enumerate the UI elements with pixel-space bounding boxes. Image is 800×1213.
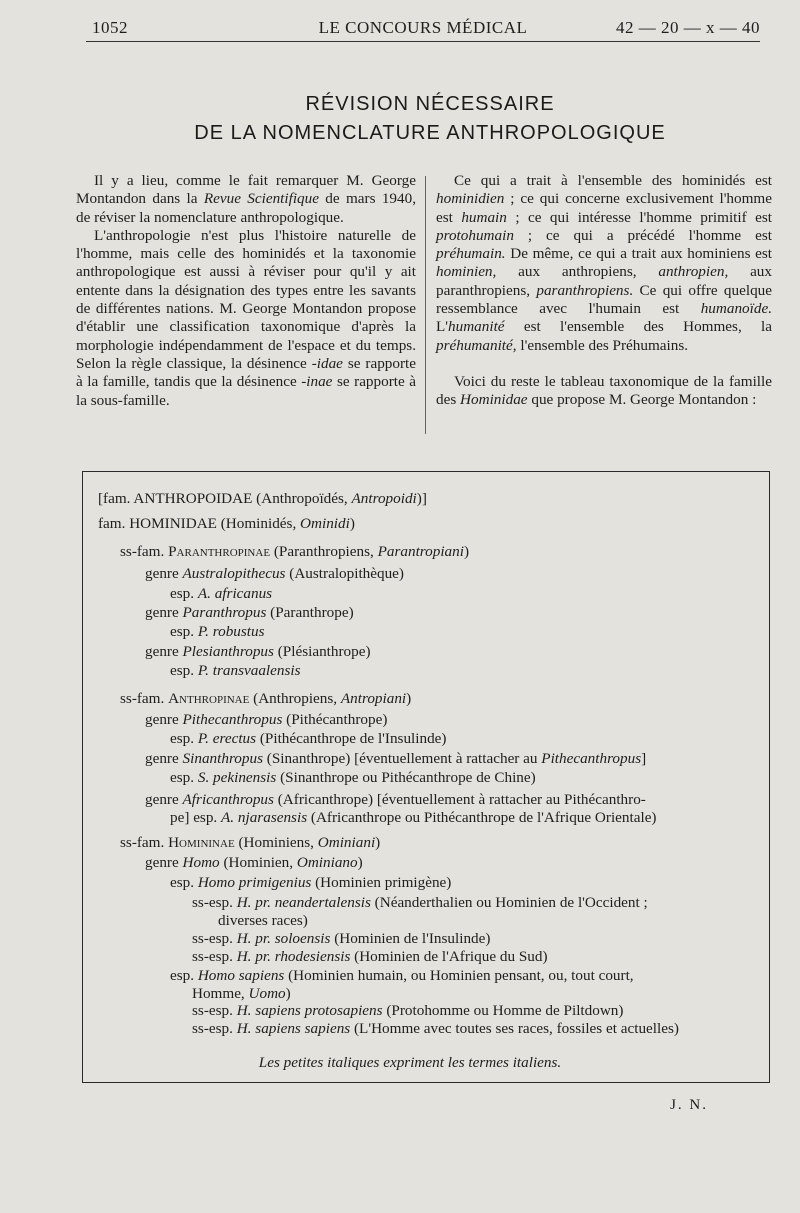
taxon-row: genre Australopithecus (Australopithèque) <box>145 565 404 582</box>
taxon-row: genre Plesianthropus (Plésianthrope) <box>145 643 371 660</box>
left-paragraph-1: Il y a lieu, comme le fait remarquer M. George Montandon dans la Revue Scientifique de mars 1940, de réviser la nomenclature anthropologique. <box>76 172 417 226</box>
column-divider <box>425 176 426 434</box>
right-paragraph-1: Ce qui a trait à l'ensemble des hominidés est hominidien ; ce qui concerne exclusivement l'homme est humain ; ce qui intéresse l'homme primitif est protohumain ; ce qui a précédé l'homme est préhumain. De même, ce qui a trait aux hominiens est hominien, aux anthropiens, anthropien, aux paranthropiens, paranthropiens. Ce qui offre quelque ressemblance avec l'humain est humanoïde. L'humanité est l'ensemble des Hommes, la préhumanité, l'ensemble des Préhumains. <box>436 172 772 354</box>
author-signature: J. N. <box>670 1097 708 1113</box>
left-column <box>76 172 416 410</box>
taxon-row: genre Africanthropus (Africanthrope) [éventuellement à rattacher au Pithécanthro- <box>145 791 646 808</box>
taxon-row: Homme, Uomo) <box>192 985 291 1002</box>
issue-date: 42 — 20 — x — 40 <box>616 18 760 37</box>
taxon-row: ss-fam. Anthropinae (Anthropiens, Antropiani) <box>120 690 412 707</box>
taxon-row: fam. HOMINIDAE (Hominidés, Ominidi) <box>98 515 355 532</box>
header-rule <box>86 41 760 42</box>
article-title-line1: RÉVISION NÉCESSAIRE <box>305 93 555 115</box>
taxon-row: genre Paranthropus (Paranthrope) <box>145 604 354 621</box>
right-paragraph-2: Voici du reste le tableau taxonomique de la famille des Hominidae que propose M. George Montandon : <box>436 372 772 409</box>
taxon-row: genre Sinanthropus (Sinanthrope) [éventuellement à rattacher au Pithecanthropus] <box>145 750 647 767</box>
taxon-row: esp. Homo sapiens (Hominien humain, ou Hominien pensant, ou, tout court, <box>170 967 634 984</box>
taxon-row: ss-fam. Paranthropinae (Paranthropiens, Parantropiani) <box>120 543 470 560</box>
taxon-row: pe] esp. A. njarasensis (Africanthrope ou Pithécanthrope de l'Afrique Orientale) <box>170 809 657 826</box>
taxon-row: diverses races) <box>218 912 308 929</box>
taxon-row: esp. P. transvaalensis <box>170 662 301 679</box>
left-paragraph-2: L'anthropologie n'est plus l'histoire naturelle de l'homme, mais celle des hominidés et la taxonomie anthropologique est aussi à réviser pour qu'il y ait entente dans la désignation des types entre les savants de différentes nations. M. George Montandon propose d'établir une classification taxonomique d'après la morphologie indépendamment de l'espace et du temps. Selon la règle classique, la désinence -idae se rapporte à la famille, tandis que la désinence -inae se rapporte à la sous-famille. <box>76 226 416 409</box>
taxon-row: ss-fam. Homininae (Hominiens, Ominiani) <box>120 834 381 851</box>
taxon-row: esp. P. erectus (Pithécanthrope de l'Insulinde) <box>170 730 447 747</box>
taxon-row: esp. P. robustus <box>170 623 265 640</box>
article-title-line2: DE LA NOMENCLATURE ANTHROPOLOGIQUE <box>194 122 666 144</box>
taxon-row: ss-esp. H. pr. neandertalensis (Néanderthalien ou Hominien de l'Occident ; <box>192 894 648 911</box>
taxon-row: [fam. ANTHROPOIDAE (Anthropoïdés, Antropoidi)] <box>98 490 427 507</box>
taxon-row: esp. A. africanus <box>170 585 273 602</box>
right-column <box>436 172 772 410</box>
taxon-row: genre Pithecanthropus (Pithécanthrope) <box>145 711 388 728</box>
taxon-row: esp. S. pekinensis (Sinanthrope ou Pithécanthrope de Chine) <box>170 769 536 786</box>
running-header <box>86 18 760 42</box>
table-footnote: Les petites italiques expriment les termes italiens. <box>258 1054 562 1071</box>
taxon-row: ss-esp. H. pr. rhodesiensis (Hominien de l'Afrique du Sud) <box>192 948 548 965</box>
taxon-row: genre Homo (Hominien, Ominiano) <box>145 854 363 871</box>
taxon-row: esp. Homo primigenius (Hominien primigène) <box>170 874 452 891</box>
taxon-row: ss-esp. H. sapiens protosapiens (Protohomme ou Homme de Piltdown) <box>192 1002 624 1019</box>
taxon-row: ss-esp. H. sapiens sapiens (L'Homme avec toutes ses races, fossiles et actuelles) <box>192 1020 679 1037</box>
journal-title: LE CONCOURS MÉDICAL <box>318 18 528 37</box>
page-number: 1052 <box>92 18 128 37</box>
taxon-row: ss-esp. H. pr. soloensis (Hominien de l'Insulinde) <box>192 930 491 947</box>
